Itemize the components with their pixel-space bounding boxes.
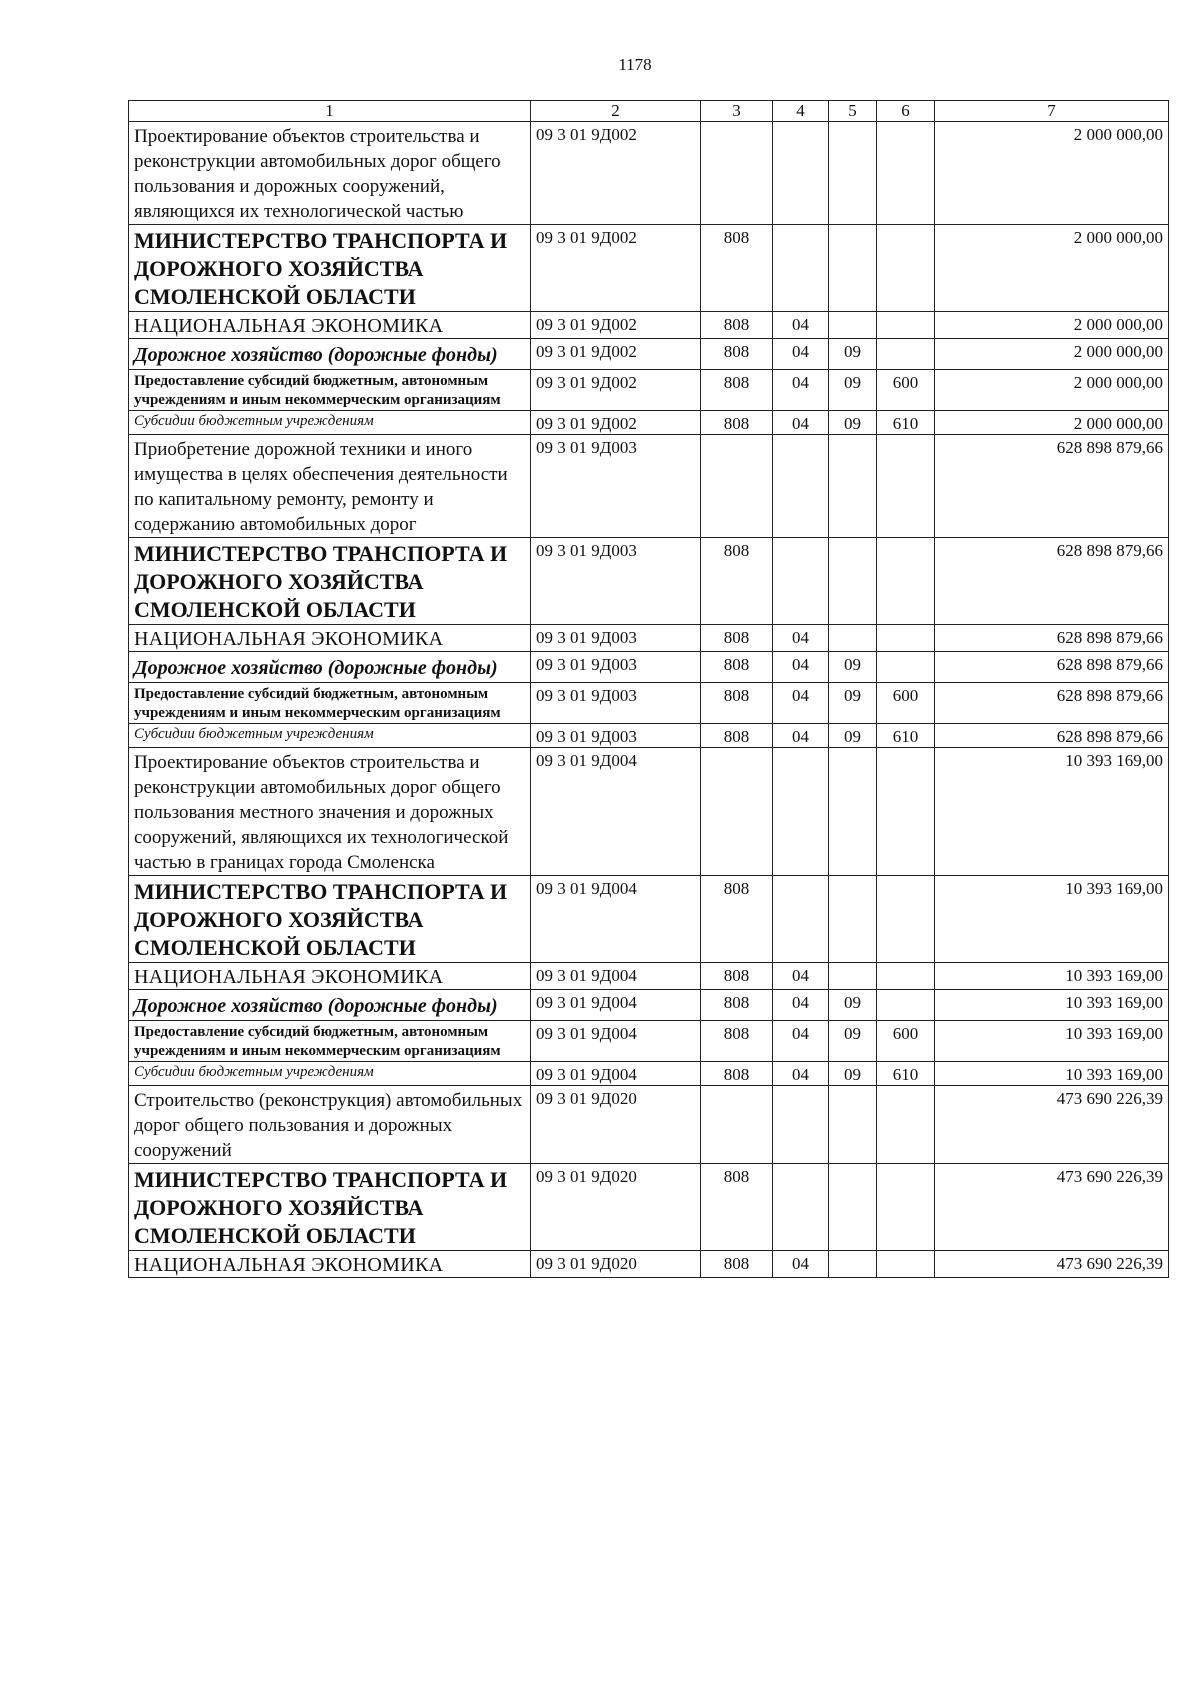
table-row [129, 652, 1169, 683]
row-name-cell: МИНИСТЕРСТВО ТРАНСПОРТА И ДОРОЖНОГО ХОЗЯЙСТВА СМОЛЕНСКОЙ ОБЛАСТИ [129, 1164, 531, 1251]
ministry-code-cell [701, 1086, 773, 1164]
expense-type-cell [877, 312, 935, 339]
section-code-cell [773, 435, 829, 538]
row-name-cell: Дорожное хозяйство (дорожные фонды) [129, 990, 531, 1021]
row-name-cell: Субсидии бюджетным учреждениям [129, 1062, 531, 1086]
row-name-cell: Предоставление субсидий бюджетным, автономным учреждениям и иным некоммерческим организациям [129, 683, 531, 724]
table-row [129, 724, 1169, 748]
target-article-cell: 09 3 01 9Д004 [531, 876, 701, 963]
ministry-code-cell: 808 [701, 652, 773, 683]
row-name-cell: Дорожное хозяйство (дорожные фонды) [129, 339, 531, 370]
table-row [129, 1086, 1169, 1164]
header-cell-5: 5 [829, 101, 877, 122]
ministry-code-cell: 808 [701, 339, 773, 370]
section-code-cell: 04 [773, 625, 829, 652]
section-code-cell: 04 [773, 963, 829, 990]
section-code-cell [773, 122, 829, 225]
table-row [129, 1164, 1169, 1251]
ministry-code-cell [701, 748, 773, 876]
target-article-cell: 09 3 01 9Д002 [531, 312, 701, 339]
target-article-cell: 09 3 01 9Д020 [531, 1251, 701, 1278]
section-code-cell: 04 [773, 683, 829, 724]
header-row [129, 101, 1169, 122]
expense-type-cell [877, 625, 935, 652]
row-name-cell: НАЦИОНАЛЬНАЯ ЭКОНОМИКА [129, 625, 531, 652]
table-row [129, 963, 1169, 990]
row-name-cell: МИНИСТЕРСТВО ТРАНСПОРТА И ДОРОЖНОГО ХОЗЯЙСТВА СМОЛЕНСКОЙ ОБЛАСТИ [129, 538, 531, 625]
subsection-code-cell [829, 225, 877, 312]
expense-type-cell [877, 1164, 935, 1251]
section-code-cell [773, 1164, 829, 1251]
amount-cell: 628 898 879,66 [935, 625, 1169, 652]
table-row [129, 990, 1169, 1021]
ministry-code-cell: 808 [701, 724, 773, 748]
page-number: 1178 [618, 55, 652, 74]
target-article-cell: 09 3 01 9Д004 [531, 1021, 701, 1062]
header-cell-1: 1 [129, 101, 531, 122]
table-row [129, 339, 1169, 370]
section-code-cell: 04 [773, 411, 829, 435]
subsection-code-cell [829, 1086, 877, 1164]
header-cell-2: 2 [531, 101, 701, 122]
expense-type-cell [877, 538, 935, 625]
ministry-code-cell: 808 [701, 683, 773, 724]
ministry-code-cell: 808 [701, 538, 773, 625]
table-row [129, 370, 1169, 411]
ministry-code-cell [701, 435, 773, 538]
row-name-cell: Проектирование объектов строительства и реконструкции автомобильных дорог общего пользования местного значения и дорожных сооружений, являющихся их технологической частью в границах города Смоленска [129, 748, 531, 876]
expense-type-cell [877, 748, 935, 876]
section-code-cell: 04 [773, 1062, 829, 1086]
subsection-code-cell: 09 [829, 370, 877, 411]
target-article-cell: 09 3 01 9Д003 [531, 625, 701, 652]
subsection-code-cell [829, 435, 877, 538]
amount-cell: 10 393 169,00 [935, 876, 1169, 963]
subsection-code-cell [829, 963, 877, 990]
row-name-cell: Субсидии бюджетным учреждениям [129, 411, 531, 435]
amount-cell: 10 393 169,00 [935, 1062, 1169, 1086]
header-cell-7: 7 [935, 101, 1169, 122]
amount-cell: 628 898 879,66 [935, 724, 1169, 748]
expense-type-cell: 600 [877, 370, 935, 411]
section-code-cell [773, 1086, 829, 1164]
ministry-code-cell: 808 [701, 1251, 773, 1278]
target-article-cell: 09 3 01 9Д004 [531, 1062, 701, 1086]
expense-type-cell [877, 435, 935, 538]
row-name-cell: МИНИСТЕРСТВО ТРАНСПОРТА И ДОРОЖНОГО ХОЗЯЙСТВА СМОЛЕНСКОЙ ОБЛАСТИ [129, 876, 531, 963]
budget-table [128, 100, 1169, 1278]
section-code-cell [773, 538, 829, 625]
target-article-cell: 09 3 01 9Д002 [531, 411, 701, 435]
section-code-cell [773, 225, 829, 312]
section-code-cell: 04 [773, 990, 829, 1021]
row-name-cell: НАЦИОНАЛЬНАЯ ЭКОНОМИКА [129, 312, 531, 339]
subsection-code-cell: 09 [829, 990, 877, 1021]
expense-type-cell: 610 [877, 724, 935, 748]
section-code-cell: 04 [773, 652, 829, 683]
amount-cell: 473 690 226,39 [935, 1251, 1169, 1278]
expense-type-cell [877, 122, 935, 225]
ministry-code-cell: 808 [701, 312, 773, 339]
subsection-code-cell: 09 [829, 339, 877, 370]
amount-cell: 2 000 000,00 [935, 225, 1169, 312]
amount-cell: 10 393 169,00 [935, 990, 1169, 1021]
expense-type-cell [877, 225, 935, 312]
table-row [129, 625, 1169, 652]
amount-cell: 628 898 879,66 [935, 435, 1169, 538]
subsection-code-cell: 09 [829, 411, 877, 435]
amount-cell: 2 000 000,00 [935, 339, 1169, 370]
row-name-cell: НАЦИОНАЛЬНАЯ ЭКОНОМИКА [129, 1251, 531, 1278]
header-cell-6: 6 [877, 101, 935, 122]
row-name-cell: НАЦИОНАЛЬНАЯ ЭКОНОМИКА [129, 963, 531, 990]
target-article-cell: 09 3 01 9Д002 [531, 122, 701, 225]
subsection-code-cell: 09 [829, 1062, 877, 1086]
subsection-code-cell [829, 748, 877, 876]
subsection-code-cell [829, 1164, 877, 1251]
row-name-cell: Дорожное хозяйство (дорожные фонды) [129, 652, 531, 683]
table-row [129, 411, 1169, 435]
target-article-cell: 09 3 01 9Д004 [531, 748, 701, 876]
table-row [129, 225, 1169, 312]
expense-type-cell [877, 1086, 935, 1164]
amount-cell: 473 690 226,39 [935, 1164, 1169, 1251]
target-article-cell: 09 3 01 9Д003 [531, 538, 701, 625]
amount-cell: 10 393 169,00 [935, 748, 1169, 876]
table-row [129, 312, 1169, 339]
section-code-cell [773, 748, 829, 876]
target-article-cell: 09 3 01 9Д002 [531, 370, 701, 411]
table-body [129, 122, 1169, 1278]
row-name-cell: Предоставление субсидий бюджетным, автономным учреждениям и иным некоммерческим организациям [129, 370, 531, 411]
table-row [129, 1251, 1169, 1278]
ministry-code-cell: 808 [701, 411, 773, 435]
amount-cell: 628 898 879,66 [935, 652, 1169, 683]
section-code-cell: 04 [773, 1021, 829, 1062]
target-article-cell: 09 3 01 9Д020 [531, 1086, 701, 1164]
table-row [129, 1021, 1169, 1062]
table-row [129, 748, 1169, 876]
expense-type-cell [877, 1251, 935, 1278]
row-name-cell: Субсидии бюджетным учреждениям [129, 724, 531, 748]
amount-cell: 2 000 000,00 [935, 370, 1169, 411]
expense-type-cell [877, 652, 935, 683]
ministry-code-cell: 808 [701, 225, 773, 312]
amount-cell: 10 393 169,00 [935, 963, 1169, 990]
section-code-cell [773, 876, 829, 963]
row-name-cell: Приобретение дорожной техники и иного имущества в целях обеспечения деятельности по капитальному ремонту, ремонту и содержанию автомобильных дорог [129, 435, 531, 538]
target-article-cell: 09 3 01 9Д003 [531, 724, 701, 748]
subsection-code-cell: 09 [829, 1021, 877, 1062]
ministry-code-cell [701, 122, 773, 225]
amount-cell: 473 690 226,39 [935, 1086, 1169, 1164]
table-row [129, 435, 1169, 538]
amount-cell: 2 000 000,00 [935, 411, 1169, 435]
table-row [129, 122, 1169, 225]
subsection-code-cell [829, 312, 877, 339]
header-cell-4: 4 [773, 101, 829, 122]
ministry-code-cell: 808 [701, 1164, 773, 1251]
target-article-cell: 09 3 01 9Д020 [531, 1164, 701, 1251]
section-code-cell: 04 [773, 370, 829, 411]
target-article-cell: 09 3 01 9Д002 [531, 225, 701, 312]
amount-cell: 628 898 879,66 [935, 683, 1169, 724]
expense-type-cell [877, 339, 935, 370]
ministry-code-cell: 808 [701, 990, 773, 1021]
table-row [129, 1062, 1169, 1086]
section-code-cell: 04 [773, 1251, 829, 1278]
subsection-code-cell [829, 1251, 877, 1278]
subsection-code-cell [829, 122, 877, 225]
target-article-cell: 09 3 01 9Д003 [531, 683, 701, 724]
expense-type-cell [877, 876, 935, 963]
section-code-cell: 04 [773, 724, 829, 748]
expense-type-cell: 600 [877, 1021, 935, 1062]
row-name-cell: Проектирование объектов строительства и реконструкции автомобильных дорог общего пользования и дорожных сооружений, являющихся их технологической частью [129, 122, 531, 225]
row-name-cell: МИНИСТЕРСТВО ТРАНСПОРТА И ДОРОЖНОГО ХОЗЯЙСТВА СМОЛЕНСКОЙ ОБЛАСТИ [129, 225, 531, 312]
table-row [129, 876, 1169, 963]
ministry-code-cell: 808 [701, 963, 773, 990]
target-article-cell: 09 3 01 9Д004 [531, 963, 701, 990]
subsection-code-cell: 09 [829, 683, 877, 724]
table-row [129, 683, 1169, 724]
target-article-cell: 09 3 01 9Д003 [531, 652, 701, 683]
table-row [129, 538, 1169, 625]
ministry-code-cell: 808 [701, 876, 773, 963]
subsection-code-cell [829, 625, 877, 652]
subsection-code-cell [829, 876, 877, 963]
target-article-cell: 09 3 01 9Д004 [531, 990, 701, 1021]
section-code-cell: 04 [773, 312, 829, 339]
expense-type-cell: 600 [877, 683, 935, 724]
ministry-code-cell: 808 [701, 1021, 773, 1062]
header-cell-3: 3 [701, 101, 773, 122]
expense-type-cell [877, 963, 935, 990]
amount-cell: 2 000 000,00 [935, 122, 1169, 225]
target-article-cell: 09 3 01 9Д003 [531, 435, 701, 538]
row-name-cell: Строительство (реконструкция) автомобильных дорог общего пользования и дорожных сооружений [129, 1086, 531, 1164]
target-article-cell: 09 3 01 9Д002 [531, 339, 701, 370]
ministry-code-cell: 808 [701, 1062, 773, 1086]
expense-type-cell: 610 [877, 1062, 935, 1086]
expense-type-cell: 610 [877, 411, 935, 435]
ministry-code-cell: 808 [701, 625, 773, 652]
section-code-cell: 04 [773, 339, 829, 370]
subsection-code-cell: 09 [829, 652, 877, 683]
subsection-code-cell: 09 [829, 724, 877, 748]
ministry-code-cell: 808 [701, 370, 773, 411]
subsection-code-cell [829, 538, 877, 625]
row-name-cell: Предоставление субсидий бюджетным, автономным учреждениям и иным некоммерческим организациям [129, 1021, 531, 1062]
amount-cell: 2 000 000,00 [935, 312, 1169, 339]
amount-cell: 10 393 169,00 [935, 1021, 1169, 1062]
expense-type-cell [877, 990, 935, 1021]
amount-cell: 628 898 879,66 [935, 538, 1169, 625]
